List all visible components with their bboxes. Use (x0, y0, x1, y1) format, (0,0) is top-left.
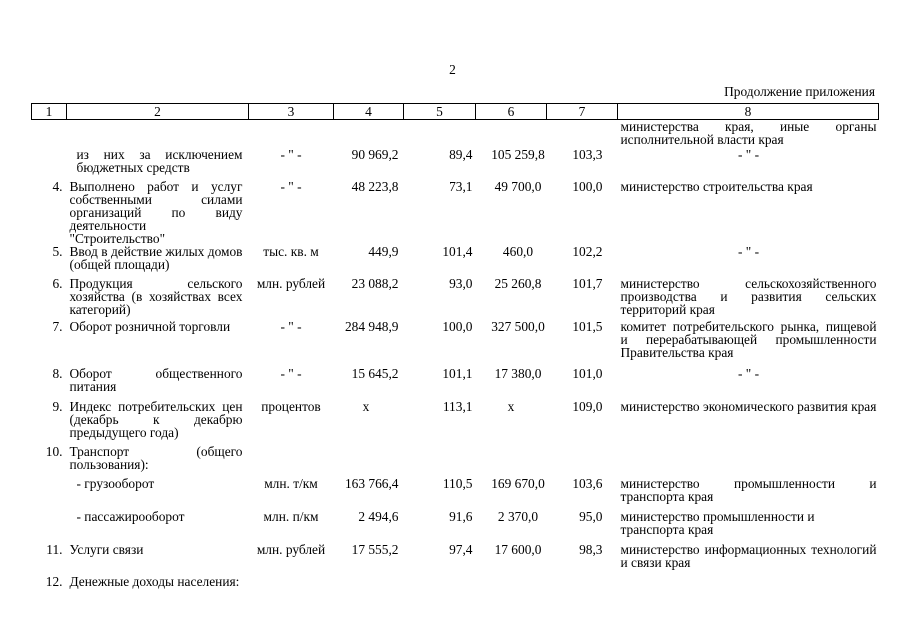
executor-cell (618, 445, 879, 477)
column-header: 1 (32, 104, 67, 120)
value-cell: х (507, 398, 515, 414)
column-header: 5 (404, 104, 476, 120)
unit-cell: млн. рублей (256, 541, 326, 557)
executor-cell: - " - (737, 365, 760, 381)
executor-cell: министерство сельскохозяйственного производства и развития сельских территорий края (620, 275, 877, 317)
row-number: 7. (52, 318, 63, 334)
value-cell: 101,0 (572, 365, 603, 381)
executor-cell: комитет потребительского рынка, пищевой и перерабатывающей промышленности Правительства края (620, 318, 877, 360)
value-cell (404, 445, 476, 477)
indicator-name: Оборот розничной торговли (69, 318, 231, 334)
value-cell: 2 370,0 (497, 508, 539, 524)
table-row (32, 180, 879, 245)
value-cell: 169 670,0 (491, 475, 545, 491)
table-row (32, 245, 879, 277)
row-number: 9. (52, 398, 63, 414)
unit-cell (249, 445, 334, 477)
executor-cell: - " - (737, 243, 760, 259)
row-number: 4. (52, 178, 63, 194)
indicator-name: - пассажирооборот (76, 508, 185, 524)
column-header: 8 (618, 104, 879, 120)
value-cell: 102,2 (572, 243, 603, 259)
value-cell: 97,4 (449, 541, 473, 557)
value-cell: 93,0 (449, 275, 473, 291)
value-cell (334, 445, 404, 477)
value-cell: 103,3 (572, 146, 603, 162)
value-cell: 449,9 (368, 243, 399, 259)
value-cell: 113,1 (442, 398, 473, 414)
row-number (32, 148, 67, 180)
row-number: 12. (45, 573, 63, 589)
continuation-label: Продолжение приложения (724, 84, 875, 99)
executor-cell: министерство экономического развития края (620, 398, 877, 414)
value-cell: 25 260,8 (494, 275, 542, 291)
executor-cell (618, 575, 879, 605)
value-cell: 327 500,0 (491, 318, 545, 334)
unit-cell: млн. п/км (263, 508, 319, 524)
executor-cell: - " - (737, 146, 760, 162)
value-cell: 95,0 (579, 508, 603, 524)
value-cell: 101,7 (572, 275, 603, 291)
row-number (32, 510, 67, 543)
row-number: 8. (52, 365, 63, 381)
value-cell: 105 259,8 (491, 146, 545, 162)
unit-cell (249, 575, 334, 605)
unit-cell: - " - (280, 146, 302, 162)
indicator-name: из них за исключением бюджетных средств (76, 146, 243, 175)
table-row (32, 543, 879, 575)
column-header: 7 (547, 104, 618, 120)
executor-cell: министерство промышленности и транспорта края (620, 475, 877, 504)
table-row (32, 367, 879, 400)
table-row (32, 120, 879, 148)
value-cell: 101,1 (442, 365, 473, 381)
unit-cell: тыс. кв. м (263, 243, 319, 259)
unit-cell: млн. рублей (256, 275, 326, 291)
value-cell: 48 223,8 (351, 178, 399, 194)
indicator-name: - грузооборот (76, 475, 155, 491)
row-number: 5. (52, 243, 63, 259)
value-cell: 284 948,9 (344, 318, 399, 334)
value-cell: 109,0 (572, 398, 603, 414)
table-row (32, 320, 879, 367)
value-cell: 91,6 (449, 508, 473, 524)
indicators-table (31, 103, 879, 605)
value-cell: 23 088,2 (351, 275, 399, 291)
indicator-name: Оборот общественного питания (69, 365, 243, 394)
value-cell: 17 555,2 (351, 541, 399, 557)
indicator-name: Транспорт (общего пользования): (69, 443, 243, 472)
value-cell: 17 600,0 (494, 541, 542, 557)
executor-cell: министерство информационных технологий и связи края (620, 541, 877, 570)
row-number: 10. (45, 443, 63, 459)
unit-cell: - " - (280, 178, 302, 194)
value-cell: 101,5 (572, 318, 603, 334)
table-row (32, 477, 879, 510)
value-cell (334, 575, 404, 605)
unit-cell: - " - (280, 365, 302, 381)
page-number: 2 (449, 62, 456, 77)
table-row (32, 277, 879, 320)
table-header-row (32, 104, 879, 120)
indicator-name: Денежные доходы населения: (69, 573, 240, 589)
table-row (32, 445, 879, 477)
value-cell (404, 575, 476, 605)
executor-cell: министерство строительства края (620, 178, 813, 194)
executor-cell: министерства края, иные органы исполнительной власти края (620, 119, 877, 147)
value-cell: 73,1 (449, 178, 473, 194)
column-header: 4 (334, 104, 404, 120)
value-cell: 100,0 (442, 318, 473, 334)
value-cell: 110,5 (442, 475, 473, 491)
table-row (32, 148, 879, 180)
table-row (32, 510, 879, 543)
value-cell (476, 445, 547, 477)
value-cell: 2 494,6 (358, 508, 399, 524)
indicator-name: Услуги связи (69, 541, 144, 557)
column-header: 6 (476, 104, 547, 120)
value-cell: 98,3 (579, 541, 603, 557)
unit-cell: процентов (261, 398, 321, 414)
indicator-name: Продукция сельского хозяйства (в хозяйствах всех категорий) (69, 275, 243, 317)
indicator-name: Выполнено работ и услуг собственными силами организаций по виду деятельности "Строительство" (69, 178, 243, 246)
value-cell: 101,4 (442, 243, 473, 259)
value-cell: х (362, 398, 370, 414)
value-cell: 163 766,4 (344, 475, 399, 491)
value-cell (476, 575, 547, 605)
row-number (32, 477, 67, 510)
table-row (32, 400, 879, 445)
value-cell: 49 700,0 (494, 178, 542, 194)
row-number: 11. (46, 541, 63, 557)
column-header: 3 (249, 104, 334, 120)
value-cell: 103,6 (572, 475, 603, 491)
value-cell: 15 645,2 (351, 365, 399, 381)
value-cell: 460,0 (502, 243, 534, 259)
unit-cell: - " - (280, 318, 302, 334)
table-row (32, 575, 879, 605)
value-cell: 89,4 (449, 146, 473, 162)
value-cell: 17 380,0 (494, 365, 542, 381)
value-cell: 90 969,2 (351, 146, 399, 162)
unit-cell: млн. т/км (264, 475, 318, 491)
value-cell (547, 575, 618, 605)
indicator-name: Ввод в действие жилых домов (общей площади) (69, 243, 243, 272)
value-cell: 100,0 (572, 178, 603, 194)
executor-cell: министерство промышленности и транспорта края (620, 508, 815, 537)
column-header: 2 (67, 104, 249, 120)
indicator-name: Индекс потребительских цен (декабрь к декабрю предыдущего года) (69, 398, 243, 440)
value-cell (547, 445, 618, 477)
row-number: 6. (52, 275, 63, 291)
